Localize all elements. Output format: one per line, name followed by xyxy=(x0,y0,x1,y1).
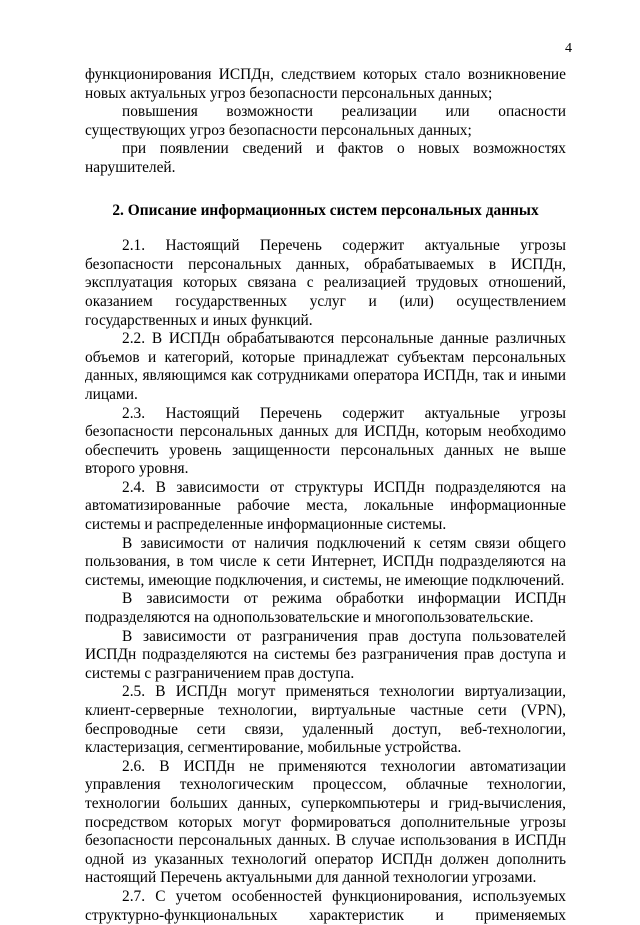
paragraph-2-2: 2.2. В ИСПДн обрабатываются персональные данные различных объемов и категорий, которые принадлежат субъектам персональных данных, являющимся как сотрудниками оператора ИСПДн, так и иными лицами. xyxy=(85,330,566,403)
paragraph-2-7: 2.7. С учетом особенностей функционирования, используемых структурно-функциональных характеристик и применяемых xyxy=(85,887,566,924)
intro-paragraph-3: при появлении сведений и фактов о новых возможностях нарушителей. xyxy=(85,140,566,176)
paragraph-2-5: 2.5. В ИСПДн могут применяться технологии виртуализации, клиент-серверные технологии, виртуальные частные сети (VPN), беспроводные сети связи, удаленный доступ, веб-технологии, кластеризация, сегментирование, мобильные устройства. xyxy=(85,683,566,757)
paragraph-access: В зависимости от разграничения прав доступа пользователей ИСПДн подразделяются на системы без разграничения прав доступа и системы с разграничением прав доступа. xyxy=(85,627,566,682)
paragraph-2-4: 2.4. В зависимости от структуры ИСПДн подразделяются на автоматизированные рабочие места, локальные информационные системы и распределенные информационные системы. xyxy=(85,478,566,534)
intro-paragraph-1: функционирования ИСПДн, следствием которых стало возникновение новых актуальных угроз безопасности персональных данных; xyxy=(85,66,566,102)
paragraph-2-6: 2.6. В ИСПДн не применяются технологии автоматизации управления технологическим процессом, облачные технологии, технологии больших данных, суперкомпьютеры и грид-вычисления, посредством которых могут формироваться дополнительные угрозы безопасности персональных данных. В случае использования в ИСПДн одной из указанных технологий оператор ИСПДн должен дополнить настоящий Перечень актуальными для данной технологии угрозами. xyxy=(85,757,566,887)
intro-paragraph-2: повышения возможности реализации или опасности существующих угроз безопасности персональных данных; xyxy=(85,103,566,139)
paragraph-2-1: 2.1. Настоящий Перечень содержит актуальные угрозы безопасности персональных данных, обрабатываемых в ИСПДн, эксплуатация которых связана с реализацией трудовых отношений, оказанием государственных услуг и (или) осуществлением государственных и иных функций. xyxy=(85,237,566,329)
paragraph-2-3: 2.3. Настоящий Перечень содержит актуальные угрозы безопасности персональных данных для ИСПДн, которым необходимо обеспечить уровень защищенности персональных данных не выше второго уровня. xyxy=(85,404,566,478)
page-number: 4 xyxy=(565,41,572,56)
paragraph-mode: В зависимости от режима обработки информации ИСПДн подразделяются на однопользовательские и многопользовательские. xyxy=(85,590,566,627)
document-body xyxy=(85,66,566,925)
section-title: 2. Описание информационных систем персональных данных xyxy=(112,201,539,219)
paragraph-network: В зависимости от наличия подключений к сетям связи общего пользования, в том числе к сети Интернет, ИСПДн подразделяются на системы, имеющие подключения, и системы, не имеющие подключений. xyxy=(85,534,566,589)
